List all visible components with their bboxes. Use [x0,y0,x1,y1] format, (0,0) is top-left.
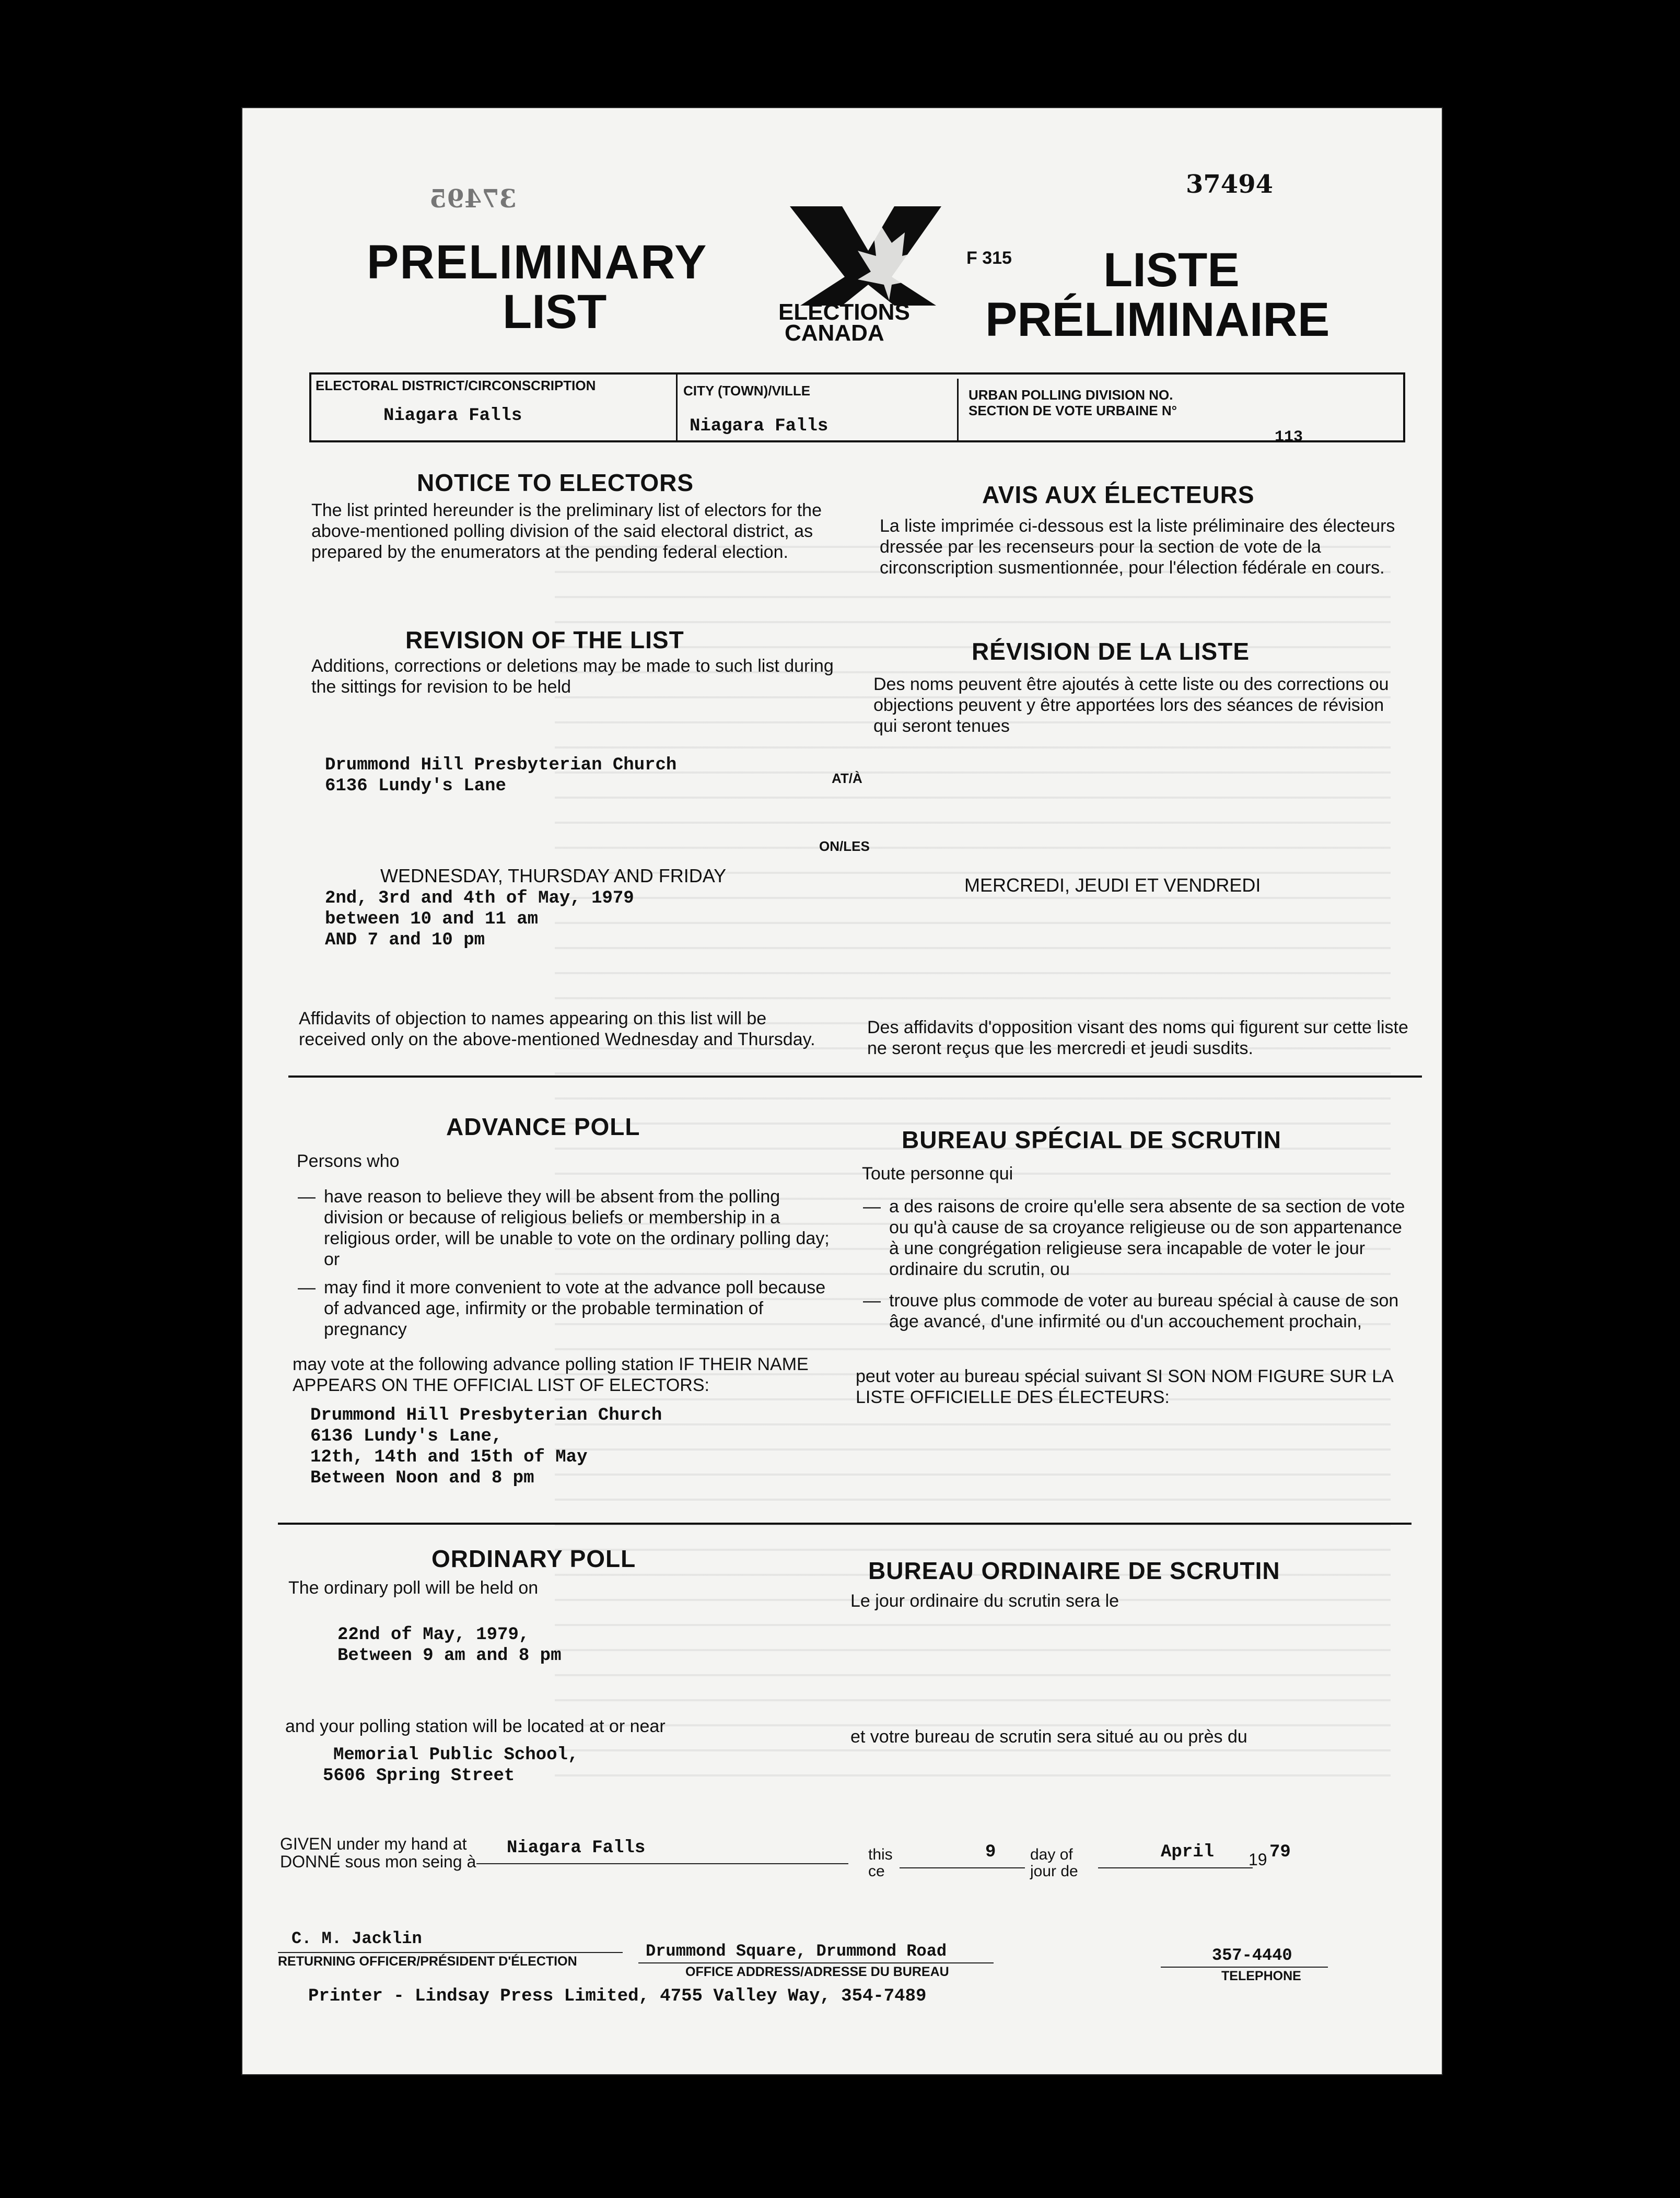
division-label-1: URBAN POLLING DIVISION NO. [969,387,1173,403]
city-value: Niagara Falls [690,416,829,436]
advance-item1-en: have reason to believe they will be absent from the polling division or because of religious beliefs or membership in a religious order, will be unable to vote on the ordinary polling day; or [324,1187,830,1269]
may-vote-fr: peut voter au bureau spécial suivant SI SON NOM FIGURE SUR LA LISTE OFFICIELLE DES ÉLECTEURS: [856,1366,1393,1407]
this-label-2: ce [868,1863,885,1880]
days-en: WEDNESDAY, THURSDAY AND FRIDAY [380,865,727,886]
ordinary-place-1: Memorial Public School, [333,1745,579,1765]
affidavit-en: Affidavits of objection to names appearing on this list will be received only on the above-mentioned Wednesday and Thursday. [299,1009,815,1049]
officer-value: C. M. Jacklin [291,1929,422,1948]
dash-icon: — [298,1278,316,1297]
revision-place-1: Drummond Hill Presbyterian Church [325,755,677,775]
held-fr: Le jour ordinaire du scrutin sera le [850,1591,1119,1611]
field-divider-2 [957,379,959,441]
notice-text-en: The list printed hereunder is the preliminary list of electors for the above-mentioned polling division of the said electoral district, as prepared by the enumerators at the pending federal election. [311,500,822,562]
affidavit-fr: Des affidavits d'opposition visant des noms qui figurent sur cette liste ne seront reçus que les mercredi et jeudi susdits. [867,1018,1408,1058]
days-fr: MERCREDI, JEUDI ET VENDREDI [964,874,1261,896]
persons-en: Persons who [297,1151,400,1171]
revision-date-3: AND 7 and 10 pm [325,930,485,950]
advance-station-2: 6136 Lundy's Lane, [310,1427,503,1446]
revision-text-en: Additions, corrections or deletions may be made to such list during the sittings for revision to be held [311,656,834,697]
division-label-2: SECTION DE VOTE URBAINE N° [969,403,1177,418]
officer-label: RETURNING OFFICER/PRÉSIDENT D'ÉLECTION [278,1954,577,1969]
given-label-1: GIVEN under my hand at [280,1834,467,1853]
dayof-label-2: jour de [1030,1863,1078,1880]
month-line [1098,1867,1253,1868]
office-value: Drummond Square, Drummond Road [646,1942,947,1961]
year-value: 79 [1269,1842,1291,1862]
advance-item1-fr: a des raisons de croire qu'elle sera absente de sa section de vote ou qu'à cause de sa croyance religieuse ou de son appartenance à une congrégation religieuse sera incapable de voter le jour ordinaire du scrutin, ou [889,1197,1405,1279]
on-label: ON/LES [819,838,870,854]
advance-heading-en: ADVANCE POLL [446,1113,640,1140]
serial-number: 37494 [1186,170,1273,199]
given-place-line [476,1863,848,1864]
ordinary-heading-fr: BUREAU ORDINAIRE DE SCRUTIN [868,1557,1280,1584]
advance-station-4: Between Noon and 8 pm [310,1468,534,1488]
persons-fr: Toute personne qui [862,1164,1013,1184]
ordinary-date-1: 22nd of May, 1979, [337,1625,530,1645]
logo-text-1: ELECTIONS [778,299,910,325]
serial-number-mirrored: 37495 [429,184,517,214]
revision-heading-fr: RÉVISION DE LA LISTE [972,638,1250,665]
advance-heading-fr: BUREAU SPÉCIAL DE SCRUTIN [902,1126,1281,1153]
title-en-line2: LIST [503,285,607,338]
day-value: 9 [985,1842,996,1862]
divider-line-2 [278,1523,1411,1525]
phone-line [1161,1967,1328,1968]
district-label: ELECTORAL DISTRICT/CIRCONSCRIPTION [316,378,596,393]
title-en-line1: PRELIMINARY [367,236,708,289]
title-fr-line2: PRÉLIMINAIRE [985,293,1330,346]
ordinary-heading-en: ORDINARY POLL [431,1545,636,1572]
located-en: and your polling station will be located at or near [285,1716,666,1736]
advance-station-3: 12th, 14th and 15th of May [310,1447,588,1467]
logo-text-2: CANADA [785,320,884,346]
ordinary-place-2: 5606 Spring Street [323,1766,515,1786]
ordinary-date-2: Between 9 am and 8 pm [337,1646,562,1666]
advance-item2-en: may find it more convenient to vote at the advance poll because of advanced age, infirmity or the probable termination of pregnancy [324,1278,826,1339]
located-fr: et votre bureau de scrutin sera situé au ou près du [850,1727,1247,1747]
form-page [241,107,1443,2075]
held-en: The ordinary poll will be held on [288,1578,539,1598]
given-label-2: DONNÉ sous mon seing à [280,1852,476,1871]
dayof-label-1: day of [1030,1846,1073,1863]
at-label: AT/À [832,770,862,786]
dash-icon: — [863,1197,881,1217]
office-line [638,1962,994,1963]
month-value: April [1161,1842,1215,1862]
form-number: F 315 [966,248,1012,268]
printer-line: Printer - Lindsay Press Limited, 4755 Valley Way, 354-7489 [308,1986,927,2006]
phone-value: 357-4440 [1212,1946,1292,1965]
division-value: 113 [1275,428,1303,446]
notice-heading-fr: AVIS AUX ÉLECTEURS [982,481,1255,508]
year-prefix: 19 [1249,1850,1267,1869]
revision-text-fr: Des noms peuvent être ajoutés à cette liste ou des corrections ou objections peuvent y être apportées lors des séances de révision qui seront tenues [873,674,1389,736]
divider-line-1 [288,1075,1422,1078]
revision-place-2: 6136 Lundy's Lane [325,776,506,796]
city-label: CITY (TOWN)/VILLE [683,383,811,399]
title-fr-line1: LISTE [1103,243,1240,297]
advance-item2-fr: trouve plus commode de voter au bureau spécial à cause de son âge avancé, d'une infirmité ou d'un accouchement prochain, [889,1291,1399,1331]
dash-icon: — [298,1187,316,1207]
this-label-1: this [868,1846,893,1863]
officer-line [278,1952,623,1953]
field-divider-1 [676,372,678,441]
revision-date-2: between 10 and 11 am [325,909,539,929]
dash-icon: — [863,1291,881,1311]
revision-date-1: 2nd, 3rd and 4th of May, 1979 [325,888,634,908]
phone-label: TELEPHONE [1221,1969,1301,1983]
given-place-value: Niagara Falls [507,1838,646,1858]
day-line [900,1867,1025,1868]
may-vote-en: may vote at the following advance polling station IF THEIR NAME APPEARS ON THE OFFICIAL LIST OF ELECTORS: [293,1354,809,1395]
revision-heading-en: REVISION OF THE LIST [405,626,684,653]
advance-station-1: Drummond Hill Presbyterian Church [310,1406,662,1425]
notice-text-fr: La liste imprimée ci-dessous est la liste préliminaire des électeurs dressée par les recenseurs pour la section de vote de la circonscription susmentionnée, pour l'élection fédérale en cours. [880,516,1395,578]
notice-heading-en: NOTICE TO ELECTORS [417,469,694,496]
office-label: OFFICE ADDRESS/ADRESSE DU BUREAU [685,1965,949,1979]
district-value: Niagara Falls [383,406,522,426]
